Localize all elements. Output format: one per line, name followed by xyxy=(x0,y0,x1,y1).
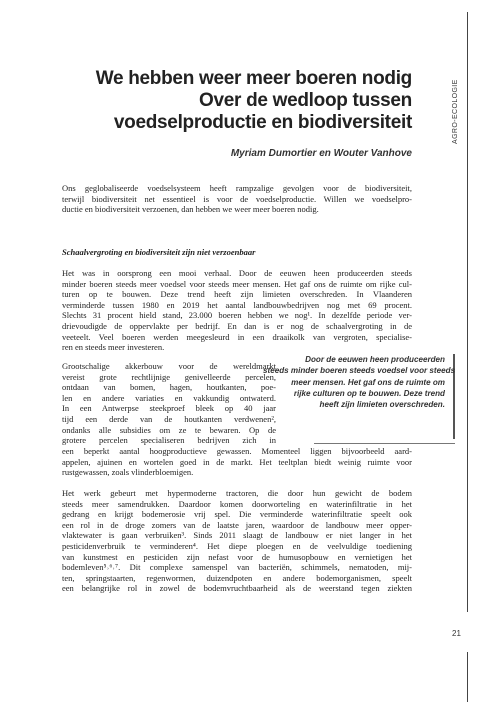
quote-line: Door de eeuwen heen produceerden xyxy=(305,355,445,364)
text-line: steeds meer samendrukken. Daardoor komen doorworteling en waterinfiltratie in het xyxy=(62,498,412,509)
text-line: ondanks alle subsidies om ze te bewaren. Op de xyxy=(62,424,276,435)
text-line: een belangrijke rol in zowel de bodemvruchtbaarheid als de weerstand tegen ziekten xyxy=(62,583,412,594)
sidebar-rule-top xyxy=(467,12,468,612)
article-title xyxy=(60,68,412,134)
text-line: tijd een derde van de houtkanten verdwenen², xyxy=(62,413,276,424)
text-line: rustgewassen, zoals vlinderbloemigen. xyxy=(62,467,194,478)
text-line: ren en steeds meer investeren. xyxy=(62,342,165,353)
body-paragraph-3 xyxy=(62,488,412,594)
sidebar-rule-bottom xyxy=(467,652,468,702)
text-line: bodemleven⁵˒⁶˒⁷. Dit complexe samenspel van bacteriën, schimmels, nematoden, mij- xyxy=(62,562,412,573)
text-line: een rol in de droge zomers van de laatste jaren, waardoor de landbouw meer opper- xyxy=(62,519,412,530)
body-paragraph-1 xyxy=(62,268,412,353)
text-line: terwijl biodiversiteit net essentieel is voor de voedselproductie. Willen we voedselpro- xyxy=(62,193,412,204)
quote-line: heeft zijn limieten overschreden. xyxy=(319,400,445,410)
section-heading: Schaalvergroting en biodiversiteit zijn niet verzoenbaar xyxy=(62,247,256,257)
text-line: Slechts 31 procent hield stand, 23.000 boeren hebben we nog¹. In dezelfde periode ver- xyxy=(62,310,412,321)
text-line: minder boeren steeds meer voedsel voor steeds meer mensen. Het gaf ons de ruimte om rijke cul- xyxy=(62,278,412,289)
text-line: len en andere variaties en vakkundig ontwaterd. xyxy=(62,392,276,403)
text-line: veeteelt. Veel boeren werden meegesleurd in een draaikolk van vergroten, specialise- xyxy=(62,331,412,342)
title-line: We hebben weer meer boeren nodig xyxy=(95,68,412,89)
intro-paragraph xyxy=(62,183,412,215)
text-line: ductie en biodiversiteit verzoenen, dan hebben we weer meer boeren nodig. xyxy=(62,204,319,215)
pull-quote-text xyxy=(263,354,456,410)
page-number: 21 xyxy=(452,629,461,638)
text-line: gedrang en krijgt bodemerosie vrij spel. Die verminderde waterinfiltratie speelt ook xyxy=(62,509,412,520)
text-line: Ons geglobaliseerde voedselsysteem heeft rampzalige gevolgen voor de biodiversiteit, xyxy=(62,183,412,193)
text-line: Grootschalige akkerbouw voor de wereldmarkt xyxy=(62,361,276,371)
pull-quote xyxy=(263,354,455,439)
section-label: AGRO-ECOLOGIE xyxy=(452,79,459,144)
text-line: In een Antwerpse steekproef bleek op 40 jaar xyxy=(62,403,276,414)
text-line: vereist grote rechtlijnige genivelleerde percelen, xyxy=(62,371,276,382)
text-line: drievoudigde de oppervlakte per bedrijf. En dan is er nog de schaalvergroting in de xyxy=(62,320,412,331)
text-line: pesticidenverbruik te verminderen⁴. Het diepe ploegen en de veelvuldige toediening xyxy=(62,540,412,551)
quote-line: meer mensen. Het gaf ons de ruimte om xyxy=(291,377,445,387)
title-line: voedselproductie en biodiversiteit xyxy=(113,112,412,133)
text-line: appelen, ajuinen en wortelen goed in de markt. Het teeltplan biedt weinig ruimte voor xyxy=(62,456,412,467)
text-line: van kunstmest en pesticiden zijn nefast voor de humusopbouw en vernietigen het xyxy=(62,551,412,562)
title-line: Over de wedloop tussen xyxy=(198,90,412,111)
text-line: grotere percelen specialiseren bedrijven zich in xyxy=(62,435,276,446)
text-line: ontdaan van bomen, hagen, houtkanten, poe- xyxy=(62,382,276,393)
text-line: Het werk gebeurt met hypermoderne tractoren, die door hun gewicht de bodem xyxy=(62,488,412,498)
text-line: verminderde tussen 1980 en 2019 het aantal landbouwbedrijven nog met 69 procent. xyxy=(62,299,412,310)
text-line: vlaktewater is gaan verbruiken³. Sinds 2011 slaagt de landbouw er niet langer in het xyxy=(62,530,412,541)
body-paragraph-2 xyxy=(62,361,276,446)
text-line: een beperkt aantal hoogproductieve gewassen. Momenteel liggen bijvoorbeeld aard- xyxy=(62,446,412,456)
pull-quote-rule xyxy=(314,443,455,444)
quote-line: rijke culturen op te bouwen. Deze trend xyxy=(293,388,445,398)
body-paragraph-2-continued xyxy=(62,446,412,478)
quote-line: steeds minder boeren steeds voedsel voor steeds xyxy=(263,366,456,376)
text-line: turen op te bouwen. Deze trend heeft zijn limieten overschreden. In Vlaanderen xyxy=(62,289,412,300)
text-line: ten, springstaarten, regenwormen, duizendpoten en andere bodemorganismen, speelt xyxy=(62,572,412,583)
text-line: Het was in oorsprong een mooi verhaal. Door de eeuwen heen produceerden steeds xyxy=(62,268,412,278)
article-authors: Myriam Dumortier en Wouter Vanhove xyxy=(230,148,412,159)
